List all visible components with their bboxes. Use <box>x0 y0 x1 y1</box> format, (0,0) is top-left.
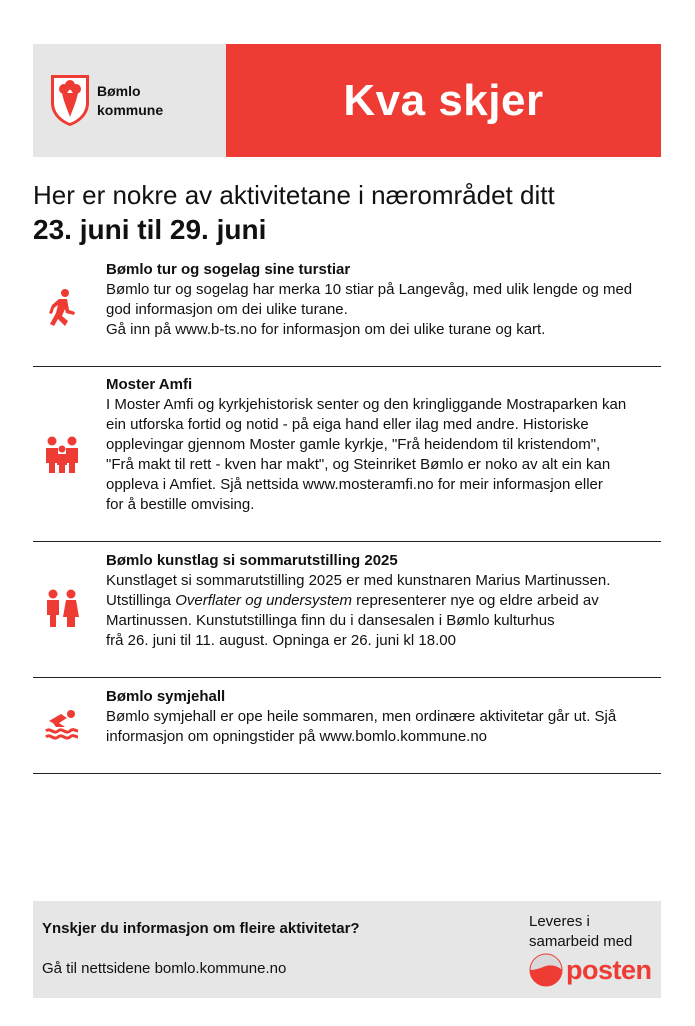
delivery-line-1: Leveres i <box>529 913 590 930</box>
page-title: Kva skjer <box>343 76 544 125</box>
divider <box>33 773 661 774</box>
bomlo-coat-of-arms-icon <box>49 73 91 127</box>
footer-website-text: Gå til nettsidene bomlo.kommune.no <box>42 960 287 977</box>
activity-text-line: Bømlo symjehall er ope heile sommaren, men ordinære aktivitetar går ut. Sjå <box>106 708 617 725</box>
two-people-icon <box>45 589 79 629</box>
activity-text-line: Gå inn på www.b-ts.no for informasjon om dei ulike turane og kart. <box>106 321 546 338</box>
activity-body <box>106 375 666 515</box>
hiking-person-icon <box>45 288 79 328</box>
text-segment: representerer nye og eldre arbeid av <box>351 592 599 609</box>
divider <box>33 541 661 542</box>
activity-item <box>33 260 661 350</box>
intro-text: Her er nokre av aktivitetane i nærområdet ditt <box>33 180 555 210</box>
activity-text-line: informasjon om opningstider på www.bomlo.kommune.no <box>106 728 488 745</box>
activity-text-line <box>106 591 666 611</box>
activity-text-line: oppleva i Amfiet. Sjå nettsida www.mosteramfi.no for meir informasjon eller <box>106 476 603 493</box>
posten-wordmark: posten <box>566 955 652 985</box>
family-icon <box>45 435 79 475</box>
date-range: 23. juni til 29. juni <box>33 214 267 245</box>
activity-text-line: opplevingar gjennom Moster gamle kyrkje, "Frå heidendom til kristendom", <box>106 436 601 453</box>
activity-body <box>106 551 666 651</box>
divider <box>33 366 661 367</box>
divider <box>33 677 661 678</box>
text-segment: Utstillinga <box>106 592 176 609</box>
brand-line-2: kommune <box>97 102 164 118</box>
footer-panel <box>33 901 661 998</box>
activity-text-line: Kunstlaget si sommarutstilling 2025 er med kunstnaren Marius Martinussen. <box>106 572 611 589</box>
activity-text-line: frå 26. juni til 11. august. Opninga er 26. juni kl 18.00 <box>106 632 456 649</box>
activity-text-line: ein utforska fortid og notid - på eiga hand eller ilag med andre. Historiske <box>106 416 589 433</box>
logo-panel <box>33 44 226 157</box>
posten-emblem-icon <box>529 953 563 987</box>
activity-title: Moster Amfi <box>106 376 193 393</box>
activity-text-line: I Moster Amfi og kyrkjehistorisk senter og den kringliggande Mostraparken kan <box>106 396 627 413</box>
activity-item <box>33 687 661 757</box>
activity-text-line: Bømlo tur og sogelag har merka 10 stiar på Langevåg, med ulik lengde og med <box>106 281 633 298</box>
activity-title: Bømlo tur og sogelag sine turstiar <box>106 261 351 278</box>
swimmer-icon <box>45 705 79 741</box>
activity-body <box>106 260 666 340</box>
delivery-note <box>529 912 657 952</box>
activity-text-line: Martinussen. Kunstutstillinga finn du i dansesalen i Bømlo kulturhus <box>106 612 555 629</box>
header <box>33 44 661 157</box>
activity-item <box>33 551 661 661</box>
activity-title: Bømlo kunstlag si sommarutstilling 2025 <box>106 552 398 569</box>
brand-line-1: Bømlo <box>97 83 141 99</box>
activity-body <box>106 687 666 747</box>
activity-text-line: for å bestille omvising. <box>106 496 255 513</box>
delivery-line-2: samarbeid med <box>529 933 633 950</box>
activity-text-line: "Frå makt til rett - kven har makt", og Steinriket Bømlo er noko av alt ein kan <box>106 456 611 473</box>
posten-logo <box>529 953 657 989</box>
footer-question: Ynskjer du informasjon om fleire aktivitetar? <box>42 920 360 937</box>
title-panel <box>226 44 661 157</box>
exhibition-title: Overflater og undersystem <box>175 592 352 609</box>
brand-name <box>97 82 217 120</box>
activity-text-line: god informasjon om dei ulike turane. <box>106 301 348 318</box>
activity-item <box>33 375 661 525</box>
activity-title: Bømlo symjehall <box>106 688 226 705</box>
